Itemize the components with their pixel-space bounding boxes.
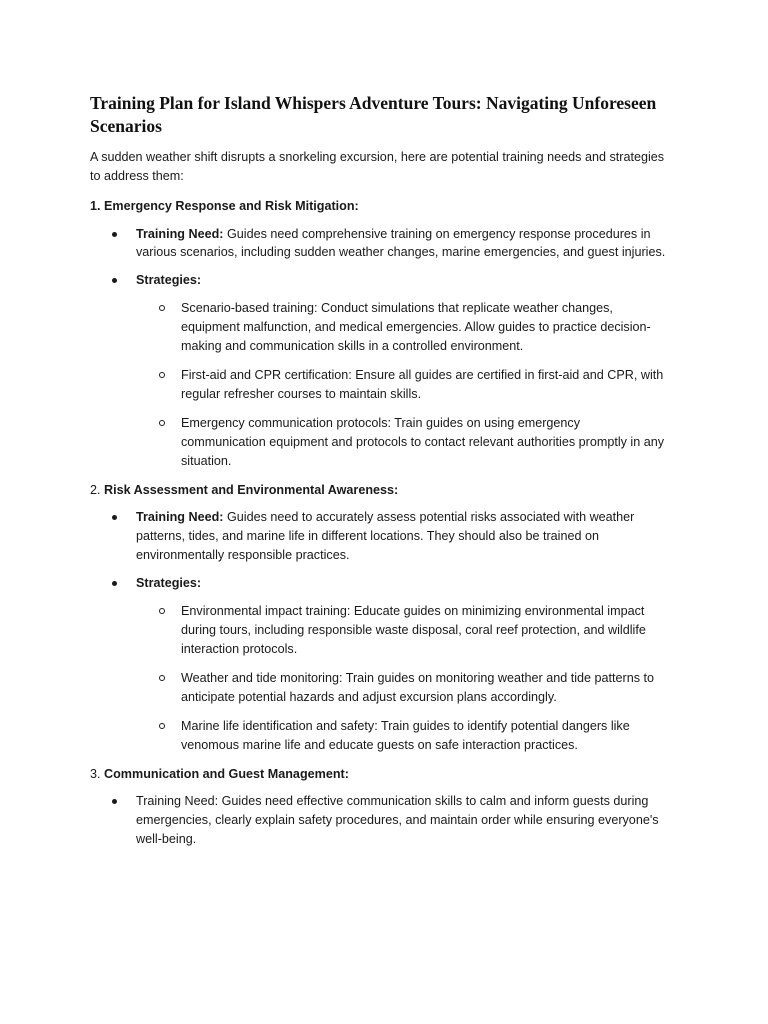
section-3-label: Communication and Guest Management:: [104, 766, 349, 781]
strategy-item: [136, 717, 668, 755]
section-3-heading: [90, 765, 678, 784]
strategy-text: Weather and tide monitoring: Train guides on monitoring weather and tide patterns to anticipate potential hazards and adjust excursion plans accordingly.: [181, 670, 655, 704]
section-3-number: 3.: [90, 766, 101, 781]
circle-bullet-icon: [159, 372, 165, 378]
bullet-icon: [112, 278, 117, 283]
section-2-strategies: [90, 574, 668, 755]
section-3: [90, 765, 678, 849]
strategy-text: Scenario-based training: Conduct simulations that replicate weather changes, equipment malfunction, and medical emergencies. Allow guides to practice decision-making and communication skills in a controlled environment.: [181, 300, 651, 353]
section-2: [90, 481, 678, 755]
circle-bullet-icon: [159, 420, 165, 426]
bullet-icon: [112, 581, 117, 586]
section-1-number: 1.: [90, 199, 101, 213]
section-1: [90, 197, 678, 471]
strategy-text: First-aid and CPR certification: Ensure all guides are certified in first-aid and CPR, with regular refresher courses to maintain skills.: [181, 367, 664, 401]
section-2-heading: [90, 481, 678, 500]
document-title: Training Plan for Island Whispers Adventure Tours: Navigating Unforeseen Scenarios: [90, 93, 657, 136]
training-need-label: Training Need:: [136, 226, 224, 241]
circle-bullet-icon: [159, 675, 165, 681]
section-2-strategy-list: [136, 602, 668, 755]
section-3-training-need: [90, 792, 668, 848]
section-1-label: Emergency Response and Risk Mitigation:: [104, 199, 359, 213]
circle-bullet-icon: [159, 608, 165, 614]
strategies-label: Strategies:: [136, 273, 202, 288]
strategy-item: [136, 669, 668, 707]
section-1-list: [90, 225, 678, 471]
strategy-text: Marine life identification and safety: Train guides to identify potential dangers like venomous marine life and educate guests on safe interaction practices.: [181, 718, 630, 752]
strategy-item: [136, 414, 668, 471]
training-need-label: Training Need:: [136, 510, 224, 525]
training-need-text: Guides need comprehensive training on emergency response procedures in various scenarios, including sudden weather changes, marine emergencies, and guest injuries.: [136, 226, 666, 260]
training-need-text: Guides need to accurately assess potential risks associated with weather patterns, tides, and marine life in different locations. They should also be trained on environmentally responsible practices.: [136, 510, 635, 562]
training-need-text: Training Need: Guides need effective communication skills to calm and inform guests during emergencies, clearly explain safety procedures, and maintain order while ensuring everyone's well-being.: [136, 794, 659, 846]
section-1-heading: [90, 197, 678, 216]
strategy-item: [136, 602, 668, 659]
circle-bullet-icon: [159, 723, 165, 729]
circle-bullet-icon: [159, 305, 165, 311]
strategy-item: [136, 299, 668, 356]
section-1-training-need: [90, 225, 668, 263]
strategies-label: Strategies:: [136, 575, 202, 590]
section-2-label: Risk Assessment and Environmental Awareness:: [104, 482, 399, 497]
section-2-training-need: [90, 508, 668, 564]
bullet-icon: [112, 799, 117, 804]
bullet-icon: [112, 515, 117, 520]
strategy-text: Environmental impact training: Educate guides on minimizing environmental impact during tours, including responsible waste disposal, coral reef protection, and wildlife interaction protocols.: [181, 603, 646, 656]
section-2-number: 2.: [90, 482, 101, 497]
section-1-strategies: [90, 271, 668, 471]
section-3-list: [90, 792, 678, 848]
section-1-strategy-list: [136, 299, 668, 471]
strategy-item: [136, 366, 668, 404]
strategy-text: Emergency communication protocols: Train guides on using emergency communication equipment and protocols to contact relevant authorities promptly in any situation.: [181, 415, 665, 468]
bullet-icon: [112, 232, 117, 237]
intro-paragraph: A sudden weather shift disrupts a snorkeling excursion, here are potential training needs and strategies to address them:: [90, 150, 665, 183]
section-2-list: [90, 508, 678, 754]
